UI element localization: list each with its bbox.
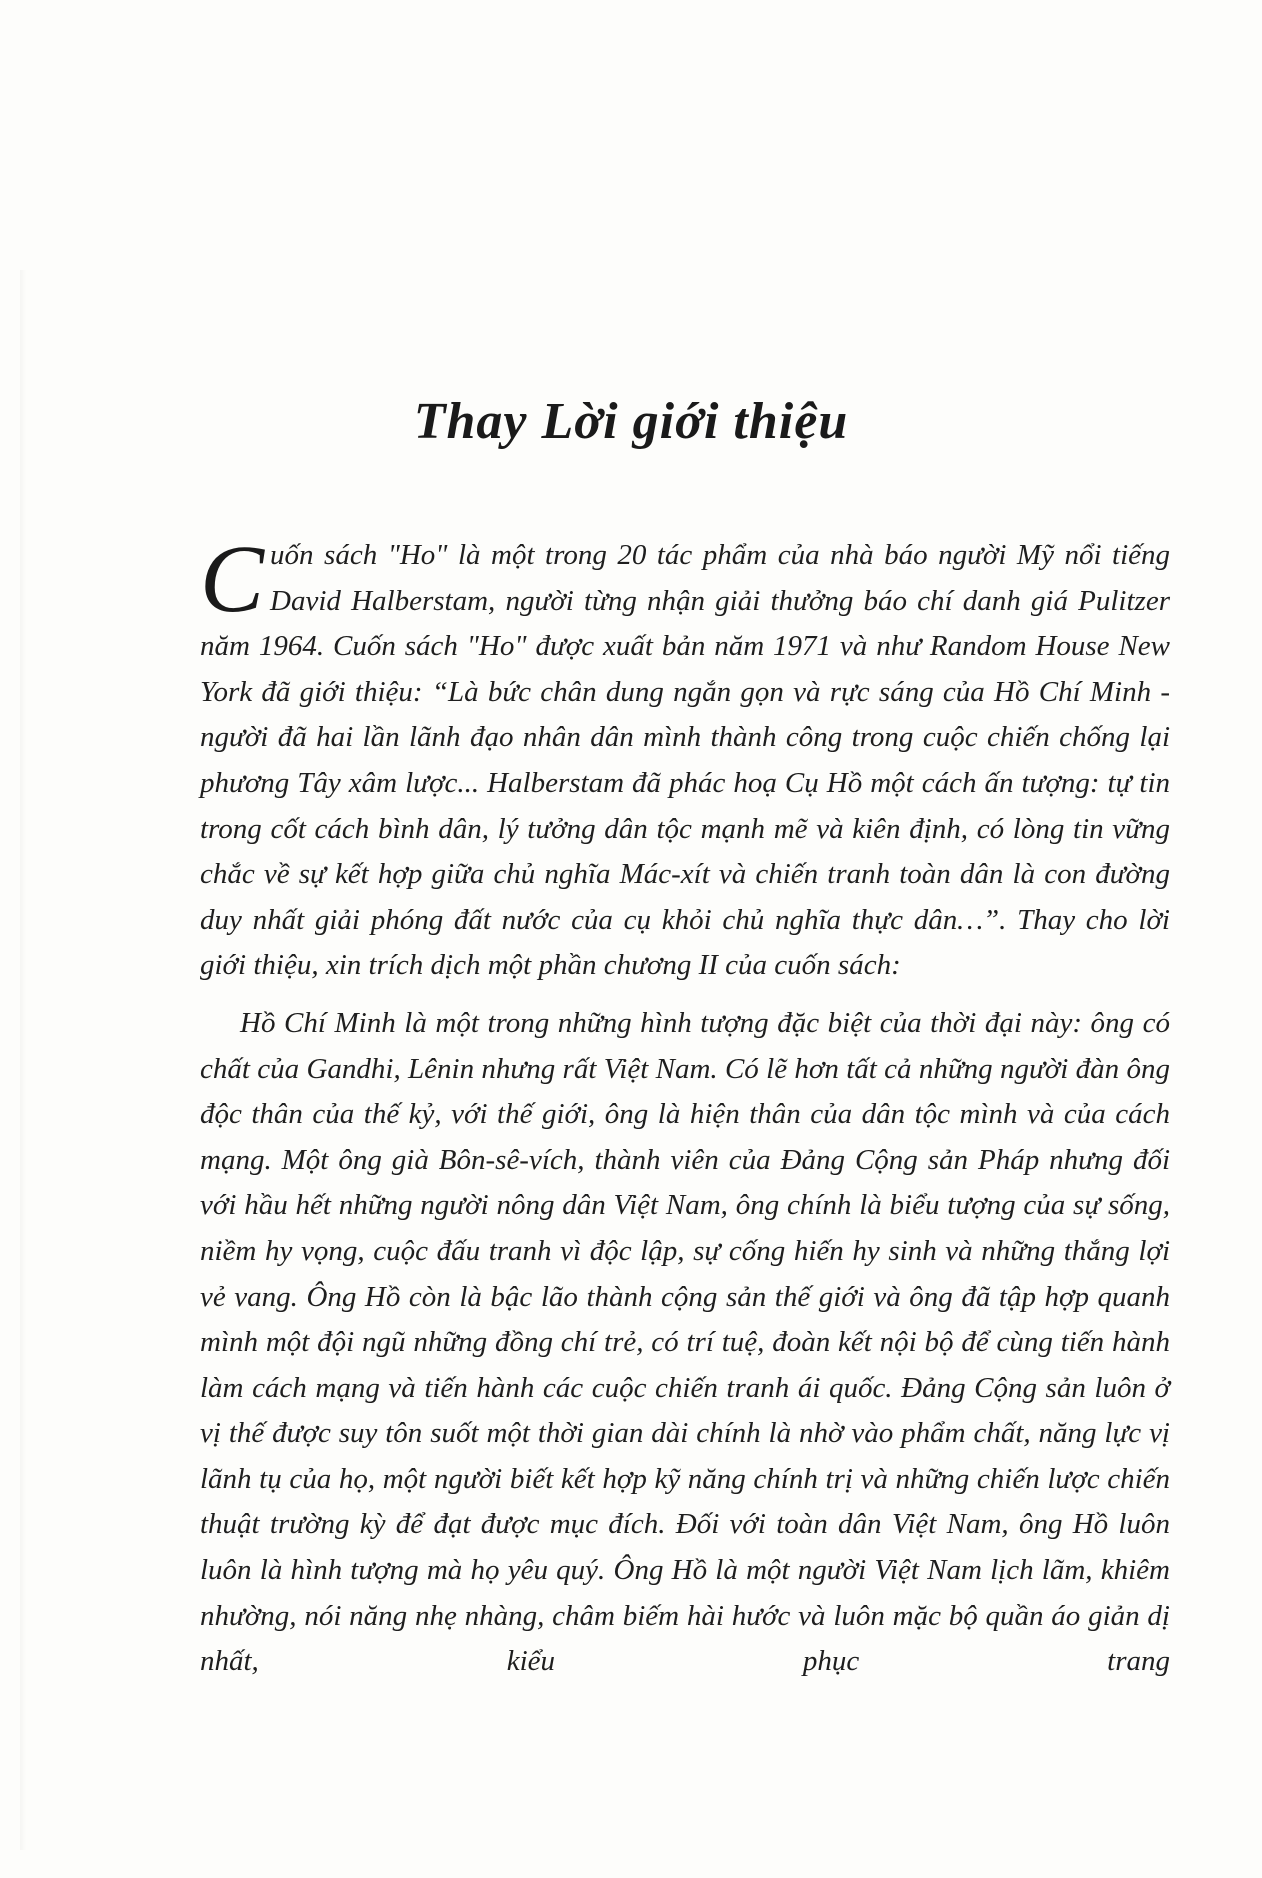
drop-cap: C — [200, 525, 265, 632]
excerpt-paragraph: Hồ Chí Minh là một trong những hình tượng đặc biệt của thời đại này: ông có chất của Gandhi, Lênin nhưng rất Việt Nam. Có lẽ hơn tất cả những người đàn ông độc thân của thế kỷ, với thế giới, ông là hiện thân của dân tộc mình và của cách mạng. Một ông già Bôn-sê-vích, thành viên của Đảng Cộng sản Pháp nhưng đối với hầu hết những người nông dân Việt Nam, ông chính là biểu tượng của sự sống, niềm hy vọng, cuộc đấu tranh vì độc lập, sự cống hiến hy sinh và những thắng lợi vẻ vang. Ông Hồ còn là bậc lão thành cộng sản thế giới và ông đã tập hợp quanh mình một đội ngũ những đồng chí trẻ, có trí tuệ, đoàn kết nội bộ để cùng tiến hành làm cách mạng và tiến hành các cuộc chiến tranh ái quốc. Đảng Cộng sản luôn ở vị thế được suy tôn suốt một thời gian dài chính là nhờ vào phẩm chất, năng lực vị lãnh tụ của họ, một người biết kết hợp kỹ năng chính trị và những chiến lược chiến thuật trường kỳ để đạt được mục đích. Đối với toàn dân Việt Nam, ông Hồ luôn luôn là hình tượng mà họ yêu quý. Ông Hồ là một người Việt Nam lịch lãm, khiêm nhường, nói năng nhẹ nhàng, châm biếm hài hước và luôn mặc bộ quần áo giản dị nhất, kiểu phục trang — [200, 1006, 1170, 1678]
page-gutter — [20, 270, 26, 1850]
chapter-title: Thay Lời giới thiệu — [413, 393, 849, 450]
intro-text: uốn sách "Ho" là một trong 20 tác phẩm của nhà báo người Mỹ nổi tiếng David Halberstam, người từng nhận giải thưởng báo chí danh giá Pulitzer năm 1964. Cuốn sách "Ho" được xuất bản năm 1971 và như Random House New York đã giới thiệu: “Là bức chân dung ngắn gọn và rực sáng của Hồ Chí Minh - người đã hai lần lãnh đạo nhân dân mình thành công trong cuộc chiến chống lại phương Tây xâm lược... Halberstam đã phác hoạ Cụ Hồ một cách ấn tượng: tự tin trong cốt cách bình dân, lý tưởng dân tộc mạnh mẽ và kiên định, có lòng tin vững chắc về sự kết hợp giữa chủ nghĩa Mác-xít và chiến tranh toàn dân là con đường duy nhất giải phóng đất nước của cụ khỏi chủ nghĩa thực dân…”. Thay cho lời giới thiệu, xin trích dịch một phần chương II của cuốn sách: — [200, 539, 1170, 982]
body-text — [200, 525, 1170, 1685]
intro-paragraph — [200, 525, 1170, 989]
